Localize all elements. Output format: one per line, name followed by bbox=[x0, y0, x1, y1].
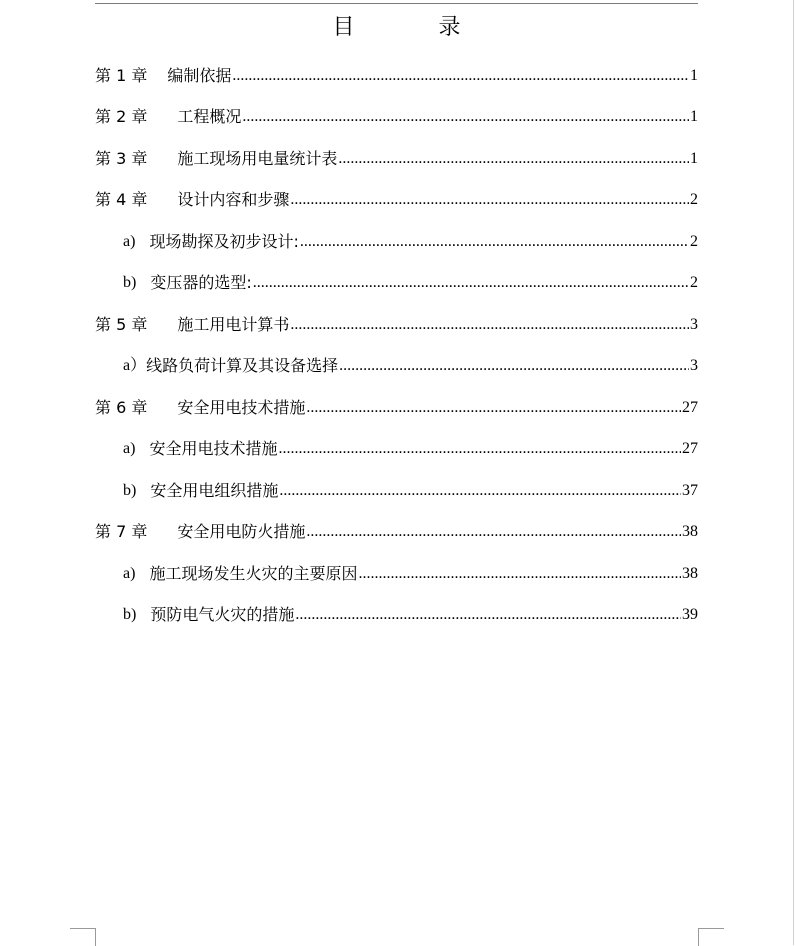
chapter-number: 第 2 章 bbox=[95, 107, 148, 127]
entry-title: 线路负荷计算及其设备选择 bbox=[146, 356, 339, 376]
entry-title: 施工现场用电量统计表 bbox=[177, 148, 338, 168]
entry-title: 设计内容和步骤 bbox=[177, 190, 290, 210]
dot-leader bbox=[338, 149, 689, 169]
dot-leader bbox=[300, 232, 689, 252]
toc-entry[interactable] bbox=[95, 221, 698, 263]
toc-entry[interactable] bbox=[95, 304, 698, 346]
dot-leader bbox=[242, 107, 689, 127]
toc-title-char-2: 录 bbox=[438, 14, 461, 40]
entry-title: 工程概况 bbox=[177, 107, 242, 127]
chapter-number: 第 4 章 bbox=[95, 190, 148, 210]
toc-entry[interactable] bbox=[95, 55, 698, 97]
section-label: a) bbox=[123, 232, 136, 250]
toc-entry[interactable] bbox=[95, 387, 698, 429]
page-number: 39 bbox=[682, 606, 698, 624]
entry-title: 编制依据 bbox=[167, 65, 232, 85]
page-number: 2 bbox=[690, 274, 698, 292]
chapter-number: 第 6 章 bbox=[95, 397, 148, 417]
section-label: a) bbox=[123, 564, 136, 582]
toc-entry[interactable] bbox=[95, 553, 698, 595]
section-label: b) bbox=[123, 481, 137, 499]
toc-entry[interactable] bbox=[95, 97, 698, 139]
page-number: 1 bbox=[690, 108, 698, 126]
entry-title: 安全用电技术措施 bbox=[149, 439, 278, 459]
page-number: 27 bbox=[682, 398, 698, 416]
toc-entry[interactable] bbox=[95, 346, 698, 388]
toc-entry[interactable] bbox=[95, 429, 698, 471]
entry-title: 预防电气火灾的措施 bbox=[150, 605, 295, 625]
dot-leader bbox=[290, 190, 689, 210]
toc-entry[interactable] bbox=[95, 263, 698, 305]
page-number: 2 bbox=[690, 232, 698, 250]
dot-leader bbox=[306, 522, 681, 542]
entry-title: 现场勘探及初步设计: bbox=[149, 231, 299, 251]
page-edge bbox=[793, 0, 794, 945]
dot-leader bbox=[339, 356, 689, 376]
page-number: 1 bbox=[690, 149, 698, 167]
entry-title: 安全用电组织措施 bbox=[150, 480, 279, 500]
entry-title: 安全用电技术措施 bbox=[177, 397, 306, 417]
chapter-number: 第 7 章 bbox=[95, 522, 148, 542]
toc-entry[interactable] bbox=[95, 595, 698, 637]
chapter-number: 第 1 章 bbox=[95, 65, 148, 85]
page-number: 38 bbox=[682, 564, 698, 582]
section-label: a) bbox=[123, 440, 136, 458]
toc-entry[interactable] bbox=[95, 512, 698, 554]
entry-title: 安全用电防火措施 bbox=[177, 522, 306, 542]
page-number: 2 bbox=[690, 191, 698, 209]
toc-entry[interactable] bbox=[95, 180, 698, 222]
entry-title: 施工用电计算书 bbox=[177, 314, 290, 334]
page-corner-mark-right bbox=[698, 928, 724, 946]
page-number: 3 bbox=[690, 315, 698, 333]
dot-leader bbox=[253, 273, 689, 293]
page-number: 3 bbox=[690, 357, 698, 375]
page-number: 38 bbox=[682, 523, 698, 541]
section-label: b) bbox=[123, 606, 137, 624]
chapter-number: 第 3 章 bbox=[95, 148, 148, 168]
section-label: a） bbox=[123, 357, 147, 375]
chapter-number: 第 5 章 bbox=[95, 314, 148, 334]
toc-entry[interactable] bbox=[95, 138, 698, 180]
table-of-contents bbox=[95, 55, 698, 636]
dot-leader bbox=[290, 315, 689, 335]
page-number: 37 bbox=[682, 481, 698, 499]
dot-leader bbox=[279, 481, 681, 501]
dot-leader bbox=[358, 564, 681, 584]
toc-entry[interactable] bbox=[95, 470, 698, 512]
page-corner-mark-left bbox=[70, 928, 96, 946]
section-label: b) bbox=[123, 274, 137, 292]
dot-leader bbox=[278, 439, 681, 459]
page-number: 1 bbox=[690, 66, 698, 84]
header-rule bbox=[95, 3, 698, 4]
toc-title bbox=[95, 8, 698, 42]
entry-title: 变压器的选型: bbox=[150, 273, 252, 293]
dot-leader bbox=[232, 66, 689, 86]
page-number: 27 bbox=[682, 440, 698, 458]
toc-title-char-1: 目 bbox=[332, 14, 355, 40]
dot-leader bbox=[295, 605, 681, 625]
entry-title: 施工现场发生火灾的主要原因 bbox=[149, 563, 358, 583]
dot-leader bbox=[306, 398, 681, 418]
